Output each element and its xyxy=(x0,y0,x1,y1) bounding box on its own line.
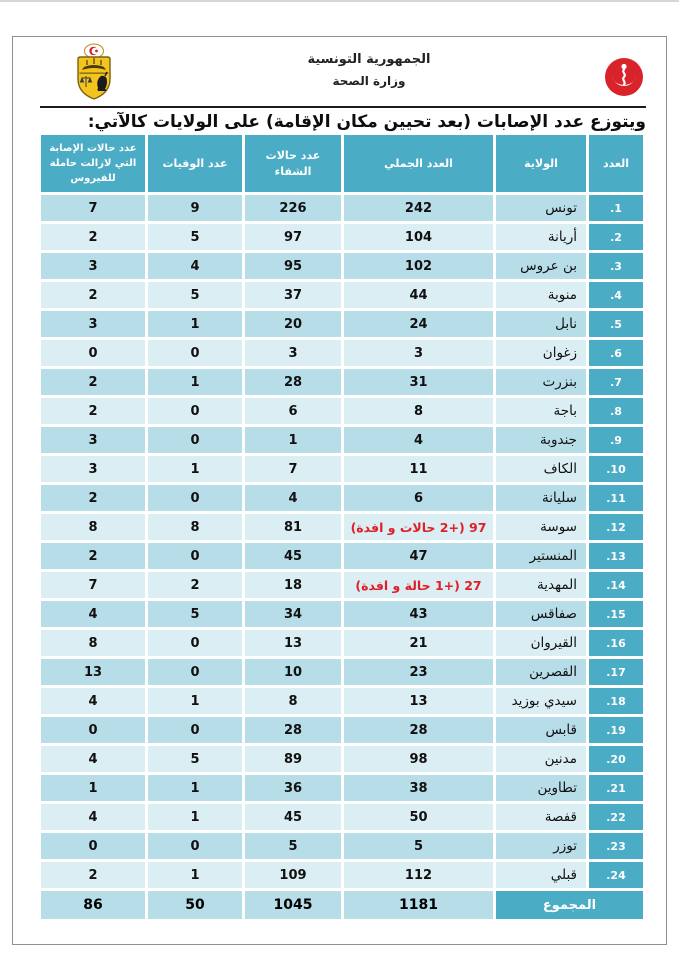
recovered-cell: 3 xyxy=(245,340,341,366)
recovered-cell: 5 xyxy=(245,833,341,859)
row-index-cell: .19 xyxy=(589,717,643,743)
deaths-cell: 5 xyxy=(148,282,242,308)
carriers-cell: 2 xyxy=(41,862,145,888)
deaths-cell: 0 xyxy=(148,398,242,424)
table-row xyxy=(41,311,643,337)
total-cases-cell: 27 (+1 حالة و افدة) xyxy=(344,572,493,598)
recovered-cell: 20 xyxy=(245,311,341,337)
carriers-cell: 4 xyxy=(41,601,145,627)
governorate-cell: الكاف xyxy=(496,456,586,482)
deaths-cell: 1 xyxy=(148,804,242,830)
recovered-cell: 45 xyxy=(245,543,341,569)
deaths-cell: 1 xyxy=(148,311,242,337)
row-index-cell: .23 xyxy=(589,833,643,859)
recovered-cell: 8 xyxy=(245,688,341,714)
row-index-cell: .6 xyxy=(589,340,643,366)
row-index-cell: .16 xyxy=(589,630,643,656)
total-row xyxy=(41,891,643,919)
carriers-cell: 3 xyxy=(41,427,145,453)
recovered-cell: 7 xyxy=(245,456,341,482)
governorate-cell: سوسة xyxy=(496,514,586,540)
row-index-cell: .7 xyxy=(589,369,643,395)
carriers-cell: 0 xyxy=(41,717,145,743)
carriers-cell: 8 xyxy=(41,630,145,656)
carriers-cell: 0 xyxy=(41,833,145,859)
deaths-cell: 0 xyxy=(148,427,242,453)
recovered-cell: 95 xyxy=(245,253,341,279)
total-cases-cell: 23 xyxy=(344,659,493,685)
table-row xyxy=(41,456,643,482)
recovered-cell: 28 xyxy=(245,369,341,395)
deaths-cell: 0 xyxy=(148,659,242,685)
governorate-cell: بن عروس xyxy=(496,253,586,279)
carriers-cell: 4 xyxy=(41,688,145,714)
ministry-header-text xyxy=(269,52,469,88)
total-cases-cell: 6 xyxy=(344,485,493,511)
row-index-cell: .2 xyxy=(589,224,643,250)
deaths-cell: 5 xyxy=(148,746,242,772)
governorate-cell: جندوبة xyxy=(496,427,586,453)
governorate-cell: المهدية xyxy=(496,572,586,598)
total-cases-cell: 21 xyxy=(344,630,493,656)
table-row xyxy=(41,659,643,685)
total-cases-cell: 47 xyxy=(344,543,493,569)
table-row xyxy=(41,369,643,395)
total-cases-cell: 4 xyxy=(344,427,493,453)
col-header-deaths: عدد الوفيات xyxy=(148,135,242,192)
total-cases-cell: 242 xyxy=(344,195,493,221)
governorate-cell: مدنين xyxy=(496,746,586,772)
col-header-index: العدد xyxy=(589,135,643,192)
table-row xyxy=(41,717,643,743)
recovered-cell: 97 xyxy=(245,224,341,250)
carriers-cell: 2 xyxy=(41,224,145,250)
deaths-cell: 0 xyxy=(148,717,242,743)
row-index-cell: .10 xyxy=(589,456,643,482)
governorate-cell: منوبة xyxy=(496,282,586,308)
carriers-cell: 13 xyxy=(41,659,145,685)
total-cases-cell: 5 xyxy=(344,833,493,859)
row-index-cell: .9 xyxy=(589,427,643,453)
health-ministry-logo-icon xyxy=(604,57,644,97)
intro-text-before: ويتوزع عدد الإصابات xyxy=(470,112,646,132)
row-index-cell: .4 xyxy=(589,282,643,308)
table-row xyxy=(41,572,643,598)
carriers-cell: 2 xyxy=(41,398,145,424)
total-cases-sum: 1181 xyxy=(344,891,493,919)
table-row xyxy=(41,253,643,279)
total-cases-cell: 104 xyxy=(344,224,493,250)
deaths-cell: 9 xyxy=(148,195,242,221)
carriers-cell: 2 xyxy=(41,369,145,395)
recovered-cell: 45 xyxy=(245,804,341,830)
governorate-cell: تونس xyxy=(496,195,586,221)
intro-text-bold: (بعد تحيين مكان الإقامة) xyxy=(265,112,471,132)
deaths-cell: 1 xyxy=(148,775,242,801)
row-index-cell: .8 xyxy=(589,398,643,424)
carriers-cell: 8 xyxy=(41,514,145,540)
recovered-cell: 81 xyxy=(245,514,341,540)
table-row xyxy=(41,688,643,714)
table-header xyxy=(41,135,643,192)
carriers-cell: 7 xyxy=(41,195,145,221)
carriers-cell: 0 xyxy=(41,340,145,366)
carriers-cell: 2 xyxy=(41,485,145,511)
recovered-cell: 89 xyxy=(245,746,341,772)
table-row xyxy=(41,485,643,511)
table-row xyxy=(41,427,643,453)
total-cases-cell: 102 xyxy=(344,253,493,279)
table-row xyxy=(41,282,643,308)
deaths-cell: 4 xyxy=(148,253,242,279)
deaths-cell: 1 xyxy=(148,369,242,395)
total-deaths-sum: 50 xyxy=(148,891,242,919)
row-index-cell: .15 xyxy=(589,601,643,627)
deaths-cell: 2 xyxy=(148,572,242,598)
total-cases-cell: 43 xyxy=(344,601,493,627)
carriers-cell: 2 xyxy=(41,282,145,308)
table-row xyxy=(41,543,643,569)
total-cases-cell: 3 xyxy=(344,340,493,366)
governorate-cell: تطاوين xyxy=(496,775,586,801)
scan-edge-line xyxy=(0,0,679,2)
table-row xyxy=(41,862,643,888)
governorate-cell: نابل xyxy=(496,311,586,337)
deaths-cell: 0 xyxy=(148,630,242,656)
total-recovered-sum: 1045 xyxy=(245,891,341,919)
governorate-cell: المنستير xyxy=(496,543,586,569)
col-header-governorate: الولاية xyxy=(496,135,586,192)
row-index-cell: .22 xyxy=(589,804,643,830)
carriers-cell: 3 xyxy=(41,456,145,482)
carriers-cell: 1 xyxy=(41,775,145,801)
governorate-cell: توزر xyxy=(496,833,586,859)
governorate-cell: صفاقس xyxy=(496,601,586,627)
governorate-cell: القيروان xyxy=(496,630,586,656)
total-cases-cell: 98 xyxy=(344,746,493,772)
governorate-cell: بنزرت xyxy=(496,369,586,395)
recovered-cell: 13 xyxy=(245,630,341,656)
table-row xyxy=(41,601,643,627)
carriers-cell: 4 xyxy=(41,746,145,772)
col-header-carriers: عدد حالات الإصابة التي لازالت حاملة للفيروس xyxy=(41,135,145,192)
deaths-cell: 1 xyxy=(148,456,242,482)
carriers-cell: 2 xyxy=(41,543,145,569)
total-carriers-sum: 86 xyxy=(41,891,145,919)
recovered-cell: 226 xyxy=(245,195,341,221)
cases-by-governorate-table xyxy=(38,132,646,922)
row-index-cell: .13 xyxy=(589,543,643,569)
table-row xyxy=(41,224,643,250)
intro-sentence xyxy=(40,111,646,134)
recovered-cell: 37 xyxy=(245,282,341,308)
ministry-title: وزارة الصحة xyxy=(332,74,406,88)
recovered-cell: 1 xyxy=(245,427,341,453)
deaths-cell: 5 xyxy=(148,601,242,627)
row-index-cell: .20 xyxy=(589,746,643,772)
row-index-cell: .12 xyxy=(589,514,643,540)
governorate-cell: باجة xyxy=(496,398,586,424)
governorate-cell: سيدي بوزيد xyxy=(496,688,586,714)
row-index-cell: .24 xyxy=(589,862,643,888)
governorate-cell: قابس xyxy=(496,717,586,743)
total-cases-cell: 8 xyxy=(344,398,493,424)
total-cases-cell: 13 xyxy=(344,688,493,714)
intro-text-after: على الولايات كالآتي: xyxy=(87,112,266,132)
table-row xyxy=(41,514,643,540)
document-page xyxy=(12,36,667,945)
row-index-cell: .1 xyxy=(589,195,643,221)
total-cases-cell: 44 xyxy=(344,282,493,308)
deaths-cell: 0 xyxy=(148,833,242,859)
recovered-cell: 6 xyxy=(245,398,341,424)
table-row xyxy=(41,398,643,424)
total-cases-cell: 28 xyxy=(344,717,493,743)
total-cases-cell: 97 (+2 حالات و افدة) xyxy=(344,514,493,540)
row-index-cell: .5 xyxy=(589,311,643,337)
deaths-cell: 8 xyxy=(148,514,242,540)
governorate-cell: سليانة xyxy=(496,485,586,511)
recovered-cell: 36 xyxy=(245,775,341,801)
republic-title: الجمهورية التونسية xyxy=(307,52,431,67)
governorate-cell: قبلي xyxy=(496,862,586,888)
deaths-cell: 1 xyxy=(148,688,242,714)
table-row xyxy=(41,833,643,859)
deaths-cell: 5 xyxy=(148,224,242,250)
header-divider-line xyxy=(40,106,646,108)
recovered-cell: 109 xyxy=(245,862,341,888)
governorate-cell: أريانة xyxy=(496,224,586,250)
total-cases-cell: 38 xyxy=(344,775,493,801)
total-cases-cell: 11 xyxy=(344,456,493,482)
total-cases-cell: 24 xyxy=(344,311,493,337)
col-header-total: العدد الجملي xyxy=(344,135,493,192)
table-row xyxy=(41,746,643,772)
recovered-cell: 34 xyxy=(245,601,341,627)
governorate-cell: قفصة xyxy=(496,804,586,830)
row-index-cell: .3 xyxy=(589,253,643,279)
total-cases-cell: 112 xyxy=(344,862,493,888)
table-row xyxy=(41,195,643,221)
governorate-cell: زغوان xyxy=(496,340,586,366)
total-label-cell: المجموع xyxy=(496,891,643,919)
row-index-cell: .21 xyxy=(589,775,643,801)
carriers-cell: 7 xyxy=(41,572,145,598)
row-index-cell: .17 xyxy=(589,659,643,685)
deaths-cell: 0 xyxy=(148,485,242,511)
carriers-cell: 3 xyxy=(41,311,145,337)
governorate-cell: القصرين xyxy=(496,659,586,685)
carriers-cell: 4 xyxy=(41,804,145,830)
recovered-cell: 28 xyxy=(245,717,341,743)
recovered-cell: 10 xyxy=(245,659,341,685)
deaths-cell: 0 xyxy=(148,340,242,366)
row-index-cell: .14 xyxy=(589,572,643,598)
table-row xyxy=(41,775,643,801)
table-row xyxy=(41,630,643,656)
col-header-recovered: عدد حالات الشفاء xyxy=(245,135,341,192)
tunisia-coat-of-arms-icon xyxy=(74,43,114,101)
carriers-cell: 3 xyxy=(41,253,145,279)
row-index-cell: .11 xyxy=(589,485,643,511)
table-row xyxy=(41,804,643,830)
deaths-cell: 1 xyxy=(148,862,242,888)
document-header xyxy=(13,37,666,107)
recovered-cell: 18 xyxy=(245,572,341,598)
total-cases-cell: 31 xyxy=(344,369,493,395)
row-index-cell: .18 xyxy=(589,688,643,714)
table-body xyxy=(41,195,643,888)
total-cases-cell: 50 xyxy=(344,804,493,830)
recovered-cell: 4 xyxy=(245,485,341,511)
table-row xyxy=(41,340,643,366)
deaths-cell: 0 xyxy=(148,543,242,569)
